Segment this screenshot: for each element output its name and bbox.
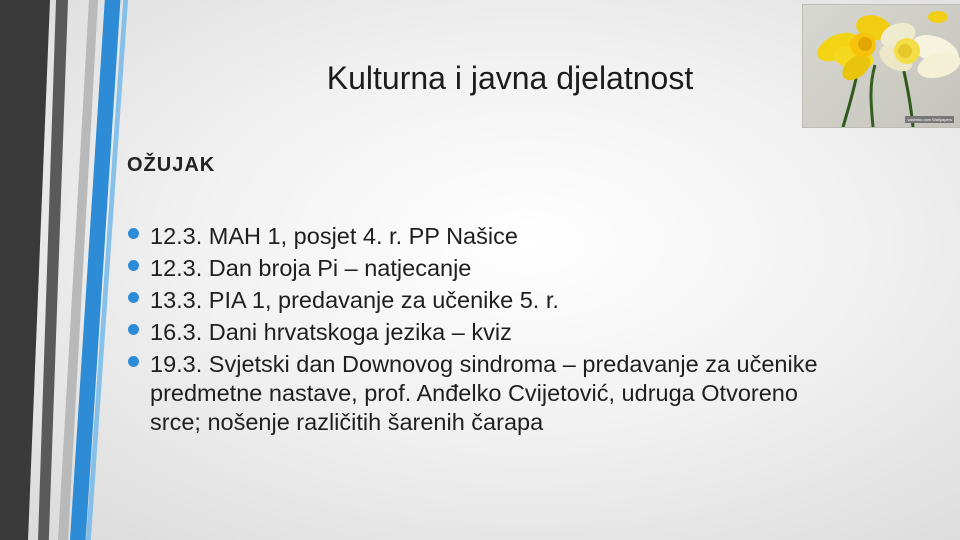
slide-title: Kulturna i javna djelatnost (326, 60, 694, 96)
bullet-icon (128, 228, 139, 239)
bullet-icon (128, 260, 139, 271)
list-item-text: 13.3. PIA 1, predavanje za učenike 5. r. (150, 287, 559, 313)
bullet-icon (128, 324, 139, 335)
section-heading: OŽUJAK (127, 154, 216, 176)
list-item-text: 12.3. Dan broja Pi – natjecanje (150, 255, 472, 281)
daffodil-photo (802, 4, 960, 128)
list-item-text: 12.3. MAH 1, posjet 4. r. PP Našice (150, 223, 518, 249)
bullet-icon (128, 356, 139, 367)
list-item (128, 286, 848, 315)
list-item-text: 16.3. Dani hrvatskoga jezika – kviz (150, 319, 512, 345)
list-item (128, 318, 848, 347)
list-item (128, 350, 848, 437)
list-item (128, 222, 848, 251)
list-item-text: 19.3. Svjetski dan Downovog sindroma – predavanje za učenike predmetne nastave, prof. Anđelko Cvijetović, udruga Otvoreno srce; nošenje različitih šarenih čarapa (150, 351, 818, 435)
daffodil-image (803, 5, 960, 127)
list-item (128, 254, 848, 283)
bullet-icon (128, 292, 139, 303)
photo-credit: vadimko.com Wallpapers (907, 117, 952, 122)
event-list (128, 222, 848, 440)
